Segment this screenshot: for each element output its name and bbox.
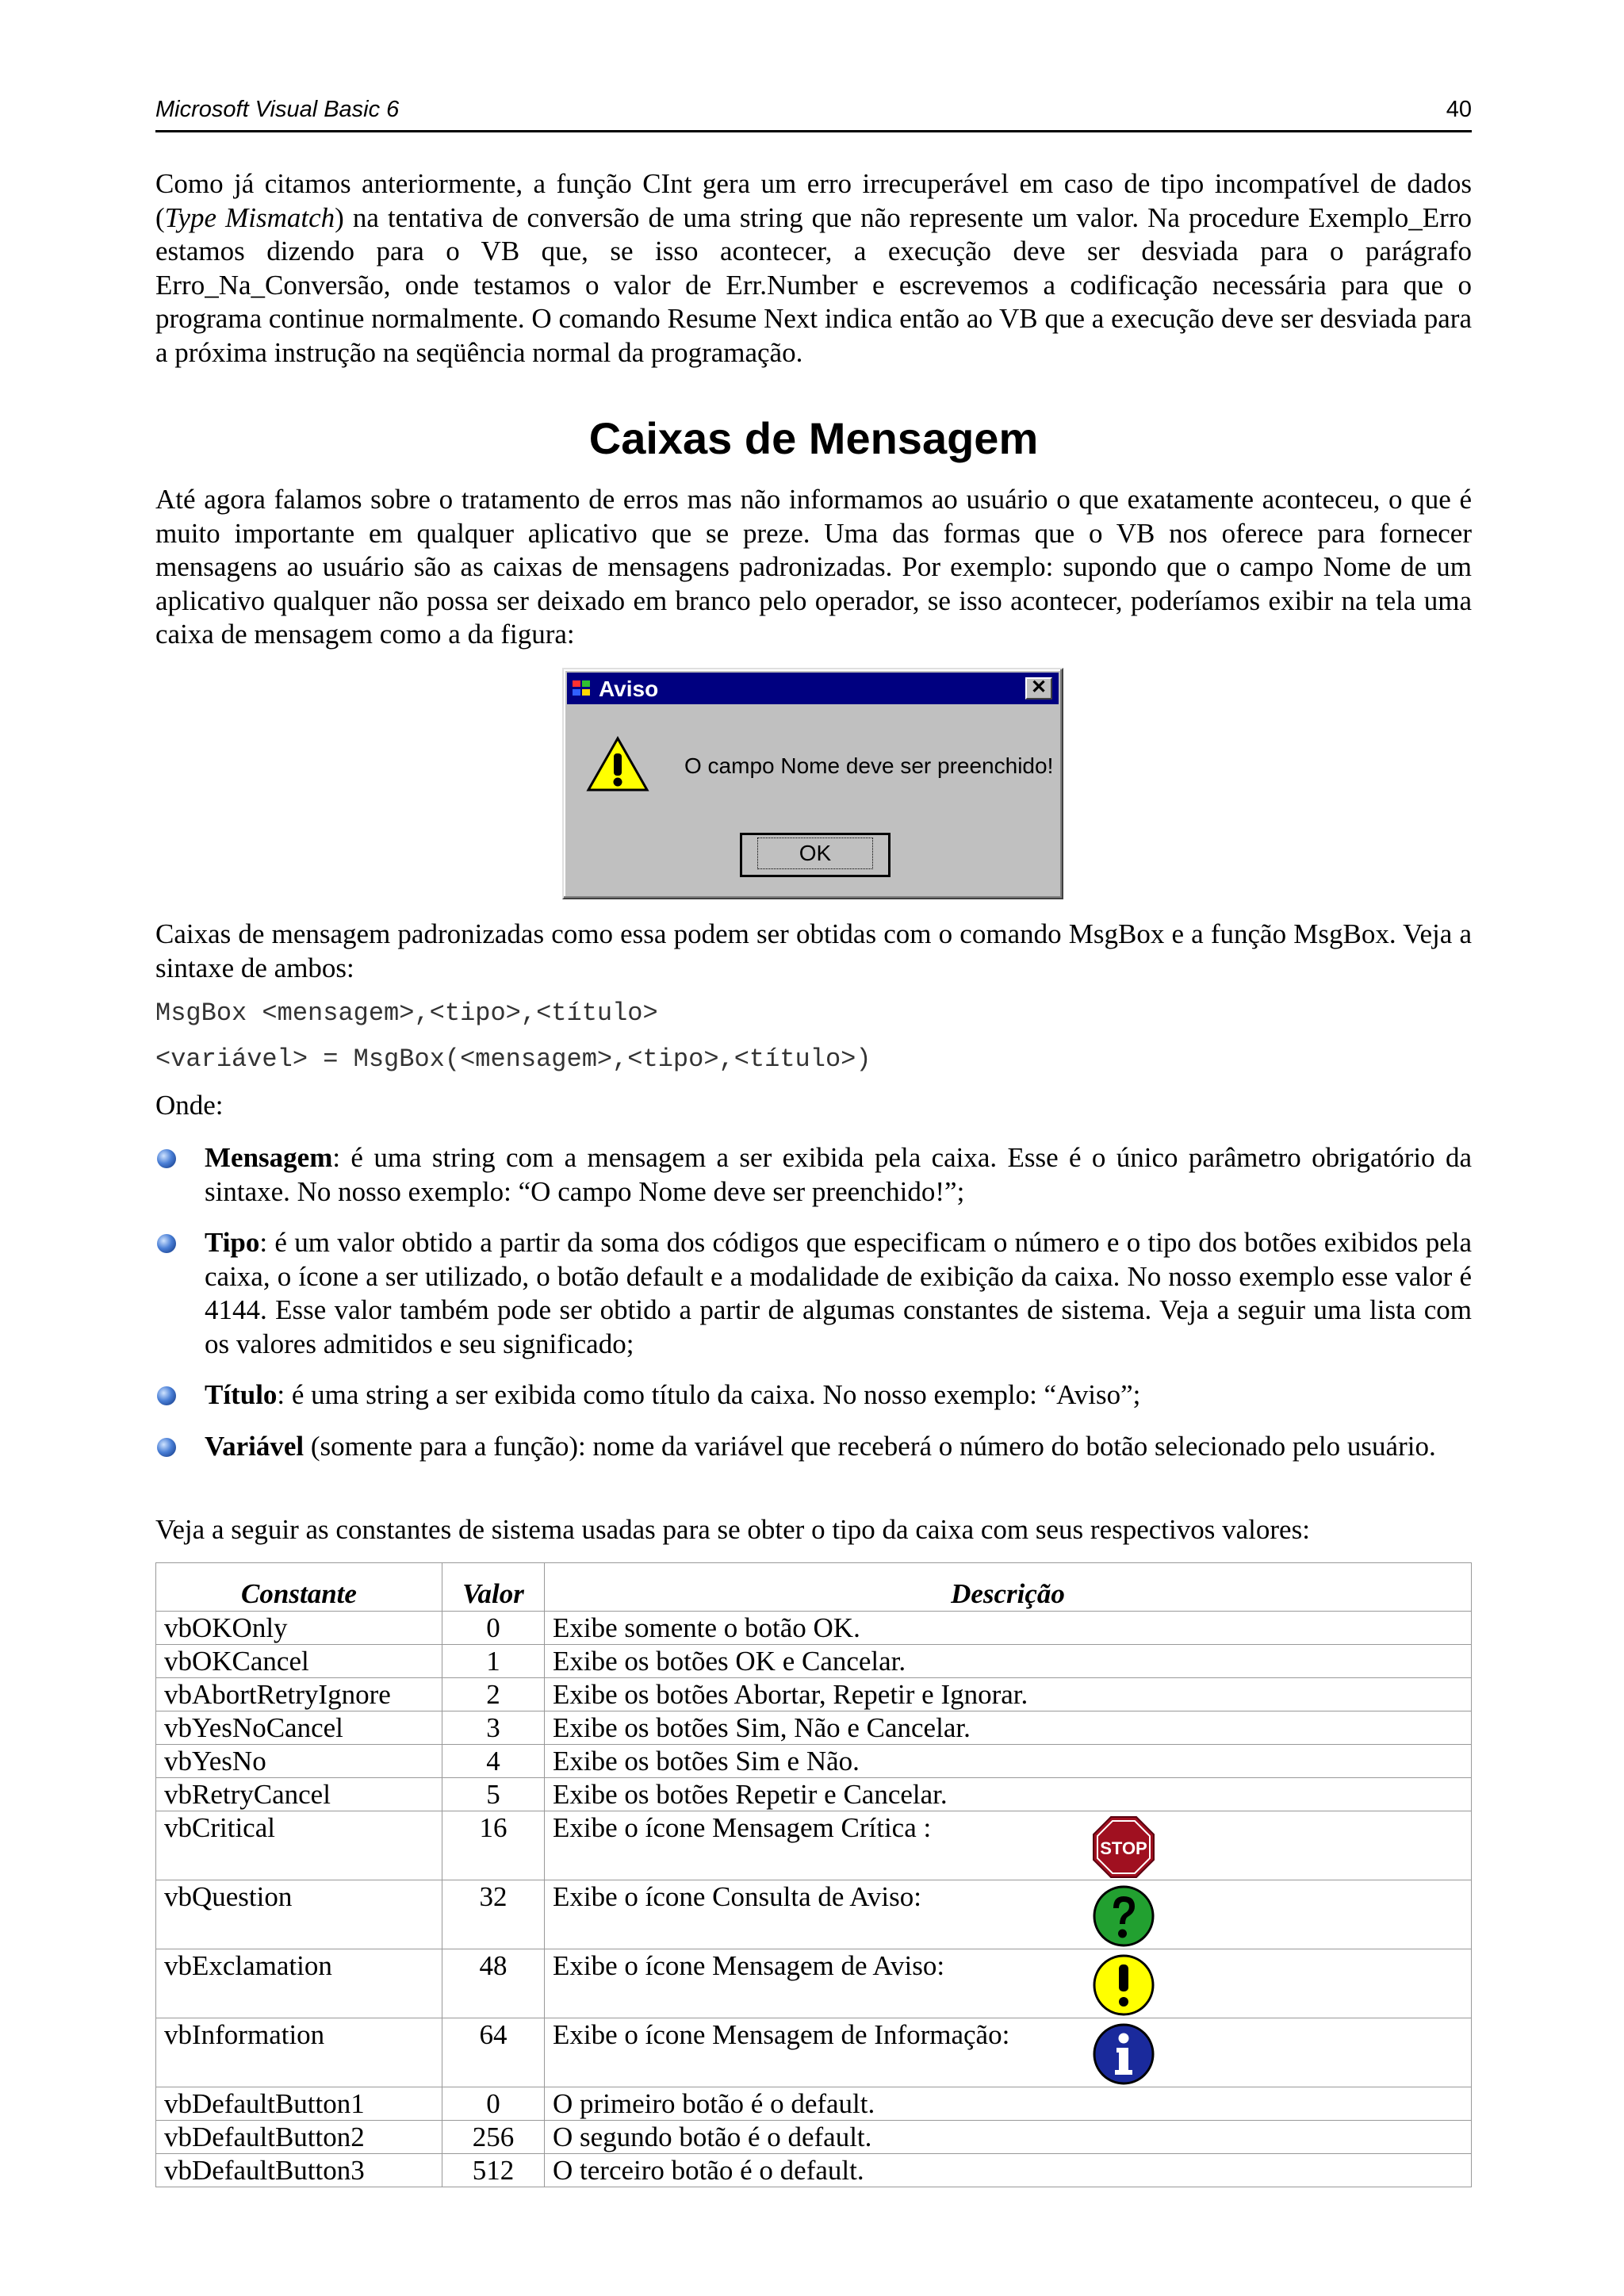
table-row (156, 1645, 1472, 1678)
list-item (155, 1226, 1472, 1361)
cell-valor: 5 (442, 1778, 545, 1811)
book-title: Microsoft Visual Basic 6 (155, 97, 400, 122)
cell-descricao (545, 2018, 1472, 2087)
cell-descricao: Exibe os botões Repetir e Cancelar. (545, 1778, 1472, 1811)
table-row (156, 2087, 1472, 2121)
cell-valor: 4 (442, 1745, 545, 1778)
code-line-msgbox-statement: MsgBox <mensagem>,<tipo>,<título> (155, 999, 658, 1028)
table-row (156, 2154, 1472, 2187)
code-line-msgbox-function: <variável> = MsgBox(<mensagem>,<tipo>,<título>) (155, 1045, 871, 1074)
cell-descricao: O primeiro botão é o default. (545, 2087, 1472, 2121)
close-icon[interactable]: ✕ (1025, 677, 1052, 700)
list-item (155, 1430, 1472, 1464)
exclamation-triangle-icon (586, 736, 649, 793)
table-row (156, 1778, 1472, 1811)
cell-descricao (545, 1949, 1472, 2018)
cell-descricao (545, 1880, 1472, 1949)
cell-constante: vbRetryCancel (156, 1778, 442, 1811)
cell-valor: 2 (442, 1678, 545, 1711)
onde-label: Onde: (155, 1090, 224, 1121)
section-title: Caixas de Mensagem (588, 413, 1039, 463)
cell-valor: 512 (442, 2154, 545, 2187)
cell-descricao: Exibe os botões Sim e Não. (545, 1745, 1472, 1778)
cell-constante: vbDefaultButton3 (156, 2154, 442, 2187)
parameter-list (155, 1141, 1472, 1481)
dialog-titlebar (567, 673, 1059, 704)
cell-descricao (545, 1811, 1472, 1880)
bullet-text: : é uma string a ser exibida como título da caixa. No nosso exemplo: “Aviso”; (277, 1379, 1141, 1410)
cell-constante: vbOKCancel (156, 1645, 442, 1678)
dialog-title: Aviso (599, 677, 659, 701)
cell-constante: vbCritical (156, 1811, 442, 1880)
stop-sign-icon (1092, 1815, 1155, 1879)
ok-button-label: OK (757, 838, 873, 869)
table-row (156, 1949, 1472, 2018)
cell-constante: vbOKOnly (156, 1612, 442, 1645)
cell-constante: vbQuestion (156, 1880, 442, 1949)
question-icon (1092, 1884, 1155, 1948)
para1-text-a: Como já citamos anteriormente, a função CInt gera um erro irrecuperável em caso de tipo incompatível de dados ( (155, 168, 1472, 233)
cell-valor: 0 (442, 1612, 545, 1645)
cell-valor: 3 (442, 1711, 545, 1745)
paragraph-msgbox: Caixas de mensagem padronizadas como essa podem ser obtidas com o comando MsgBox e a função MsgBox. Veja a sintaxe de ambos: (155, 918, 1472, 983)
cell-constante: vbDefaultButton2 (156, 2121, 442, 2154)
cell-descricao-text: Exibe o ícone Mensagem Crítica : (553, 1812, 932, 1843)
cell-descricao: O terceiro botão é o default. (545, 2154, 1472, 2187)
bullet-icon (157, 1234, 176, 1253)
table-row (156, 1811, 1472, 1880)
constants-table (155, 1562, 1472, 2187)
para1-italic: Type Mismatch (164, 201, 335, 233)
cell-constante: vbAbortRetryIgnore (156, 1678, 442, 1711)
table-row (156, 1880, 1472, 1949)
table-row (156, 1711, 1472, 1745)
dialog-message: O campo Nome deve ser preenchido! (684, 753, 1054, 778)
cell-valor: 1 (442, 1645, 545, 1678)
bullet-text: (somente para a função): nome da variável que receberá o número do botão selecionado pelo usuário. (304, 1430, 1436, 1462)
cell-constante: vbYesNoCancel (156, 1711, 442, 1745)
para1-text-b: ) na tentativa de conversão de uma string que não represente um valor. Na procedure Exemplo_Erro estamos dizendo para o VB que, se isso acontecer, a execução deve ser desviada para o parágrafo Erro_Na_Conversão, onde testamos o valor de Err.Number e escrevemos a codificação necessária para que o programa continue normalmente. O comando Resume Next indica então ao VB que a execução deve ser desviada para a próxima instrução na seqüência normal da programação. (155, 201, 1472, 368)
msgbox-figure (562, 668, 1063, 899)
cell-valor: 256 (442, 2121, 545, 2154)
paragraph-caixas: Até agora falamos sobre o tratamento de erros mas não informamos ao usuário o que exatamente aconteceu, o que é muito importante em qualquer aplicativo que se preze. Uma das formas que o VB nos oferece para fornecer mensagens ao usuário são as caixas de mensagens padronizadas. Por exemplo: supondo que o campo Nome de um aplicativo qualquer não possa ser deixado em branco pelo operador, se isso acontecer, poderíamos exibir na tela uma caixa de mensagem como a da figura: (155, 484, 1472, 650)
header-constante: Constante (156, 1563, 442, 1612)
page-number: 40 (1446, 97, 1472, 122)
cell-constante: vbExclamation (156, 1949, 442, 2018)
cell-constante: vbInformation (156, 2018, 442, 2087)
cell-constante: vbDefaultButton1 (156, 2087, 442, 2121)
cell-valor: 64 (442, 2018, 545, 2087)
cell-valor: 0 (442, 2087, 545, 2121)
list-item (155, 1141, 1472, 1209)
paragraph-intro (155, 167, 1472, 370)
header-valor: Valor (442, 1563, 545, 1612)
cell-valor: 16 (442, 1811, 545, 1880)
stop-sign-text: STOP (1100, 1838, 1147, 1858)
cell-descricao: Exibe os botões Abortar, Repetir e Ignorar. (545, 1678, 1472, 1711)
bullet-term: Tipo (205, 1227, 260, 1258)
table-header-row (156, 1563, 1472, 1612)
cell-valor: 48 (442, 1949, 545, 2018)
bullet-text: : é uma string com a mensagem a ser exibida pela caixa. Esse é o único parâmetro obrigatório da sintaxe. No nosso exemplo: “O campo Nome deve ser preenchido!”; (205, 1142, 1472, 1207)
bullet-icon (157, 1438, 176, 1457)
running-header (155, 94, 1472, 132)
bullet-icon (157, 1386, 176, 1405)
cell-descricao-text: Exibe o ícone Consulta de Aviso: (553, 1881, 921, 1912)
bullet-term: Variável (205, 1430, 304, 1462)
bullet-term: Mensagem (205, 1142, 333, 1173)
information-icon (1092, 2022, 1155, 2086)
cell-descricao-text: Exibe o ícone Mensagem de Informação: (553, 2019, 1010, 2050)
bullet-text: : é um valor obtido a partir da soma dos códigos que especificam o número e o tipo dos botões exibidos pela caixa, o ícone a ser utilizado, o botão default e a modalidade de exibição da caixa. No nosso exemplo esse valor é 4144. Esse valor também pode ser obtido a partir de algumas constantes de sistema. Veja a seguir uma lista com os valores admitidos e seu significado; (205, 1227, 1472, 1359)
cell-descricao: Exibe os botões Sim, Não e Cancelar. (545, 1711, 1472, 1745)
cell-descricao: Exibe somente o botão OK. (545, 1612, 1472, 1645)
exclamation-icon (1092, 1953, 1155, 2017)
table-row (156, 2121, 1472, 2154)
cell-constante: vbYesNo (156, 1745, 442, 1778)
cell-valor: 32 (442, 1880, 545, 1949)
paragraph-constants: Veja a seguir as constantes de sistema usadas para se obter o tipo da caixa com seus respectivos valores: (155, 1514, 1310, 1545)
cell-descricao-text: Exibe o ícone Mensagem de Aviso: (553, 1950, 945, 1981)
cell-descricao: O segundo botão é o default. (545, 2121, 1472, 2154)
table-row (156, 1678, 1472, 1711)
cell-descricao: Exibe os botões OK e Cancelar. (545, 1645, 1472, 1678)
list-item (155, 1378, 1472, 1412)
ok-button[interactable] (740, 833, 891, 877)
table-row (156, 1745, 1472, 1778)
header-descricao: Descrição (545, 1563, 1472, 1612)
bullet-term: Título (205, 1379, 278, 1410)
table-row (156, 1612, 1472, 1645)
vb-app-icon (572, 678, 592, 699)
table-row (156, 2018, 1472, 2087)
bullet-icon (157, 1149, 176, 1168)
